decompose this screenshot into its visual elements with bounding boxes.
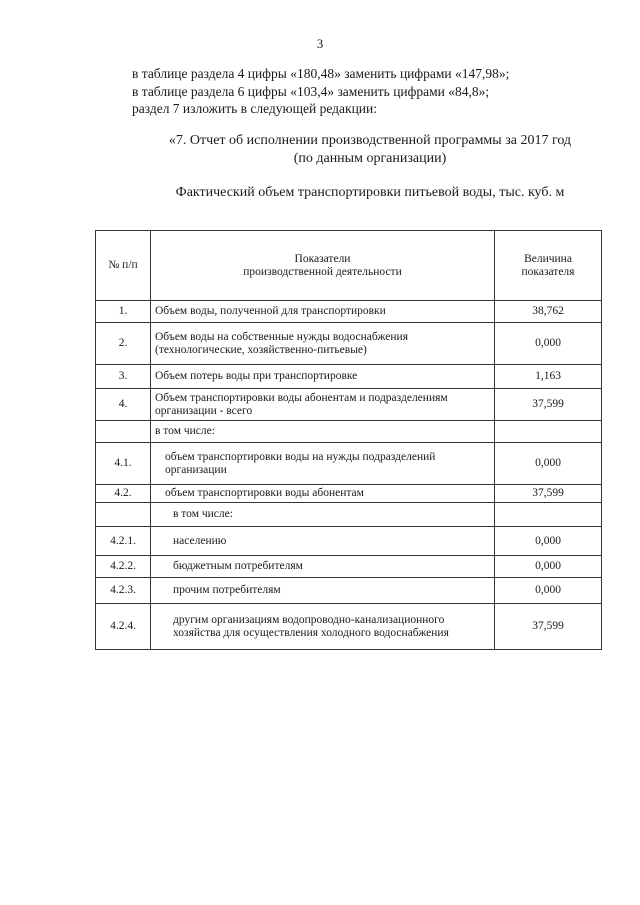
- row-value: [495, 421, 602, 443]
- row-num: [96, 503, 151, 527]
- row-label: населению: [151, 527, 495, 556]
- intro-line: раздел 7 изложить в следующей редакции:: [132, 101, 378, 116]
- row-num: 4.: [96, 389, 151, 421]
- table-row: [96, 527, 602, 556]
- header-indicator: [151, 231, 495, 301]
- row-label: в том числе:: [151, 421, 495, 443]
- table-row: [96, 365, 602, 389]
- table-row: [96, 604, 602, 650]
- table-row: [96, 578, 602, 604]
- header-value-line: Величина: [524, 252, 572, 265]
- section-heading: [140, 132, 600, 168]
- row-label: другим организациям водопроводно-канализационного хозяйства для осуществления холодного водоснабжения: [151, 604, 495, 650]
- header-value: [495, 231, 602, 301]
- table-row: [96, 556, 602, 578]
- row-num: 4.2.4.: [96, 604, 151, 650]
- table-caption: Фактический объем транспортировки питьевой воды, тыс. куб. м: [175, 185, 565, 200]
- report-table: [95, 230, 602, 650]
- row-num: 3.: [96, 365, 151, 389]
- row-value: 0,000: [495, 527, 602, 556]
- row-label: Объем воды, полученной для транспортировки: [151, 301, 495, 323]
- row-num: [96, 421, 151, 443]
- row-label: в том числе:: [151, 503, 495, 527]
- row-value: 37,599: [495, 485, 602, 503]
- row-num: 4.2.: [96, 485, 151, 503]
- row-value: 37,599: [495, 604, 602, 650]
- header-indicator-line: производственной деятельности: [243, 265, 402, 278]
- section-heading-line: «7. Отчет об исполнении производственной программы за 2017 год: [168, 133, 572, 148]
- row-value: 0,000: [495, 556, 602, 578]
- row-label: Объем потерь воды при транспортировке: [151, 365, 495, 389]
- header-value-line: показателя: [521, 265, 575, 278]
- row-num: 1.: [96, 301, 151, 323]
- row-label: объем транспортировки воды абонентам: [151, 485, 495, 503]
- intro-line: в таблице раздела 4 цифры «180,48» заменить цифрами «147,98»;: [132, 66, 510, 81]
- page-number: 3: [316, 36, 324, 51]
- intro-line: в таблице раздела 6 цифры «103,4» заменить цифрами «84,8»;: [132, 83, 490, 99]
- row-num: 4.2.3.: [96, 578, 151, 604]
- row-num: 2.: [96, 323, 151, 365]
- row-value: 0,000: [495, 443, 602, 485]
- row-value: [495, 503, 602, 527]
- intro-text: [132, 65, 509, 118]
- table-row: [96, 421, 602, 443]
- row-label: Объем воды на собственные нужды водоснабжения (технологические, хозяйственно-питьевые): [151, 323, 495, 365]
- row-value: 0,000: [495, 323, 602, 365]
- header-num: № п/п: [96, 231, 151, 301]
- table-row: [96, 485, 602, 503]
- table-row: [96, 503, 602, 527]
- row-label: прочим потребителям: [151, 578, 495, 604]
- row-value: 1,163: [495, 365, 602, 389]
- table-row: [96, 323, 602, 365]
- row-label: Объем транспортировки воды абонентам и подразделениям организации - всего: [151, 389, 495, 421]
- table-header-row: [96, 231, 602, 301]
- table-row: [96, 443, 602, 485]
- row-value: 0,000: [495, 578, 602, 604]
- row-label: объем транспортировки воды на нужды подразделений организации: [151, 443, 495, 485]
- row-num: 4.2.2.: [96, 556, 151, 578]
- row-num: 4.1.: [96, 443, 151, 485]
- row-label: бюджетным потребителям: [151, 556, 495, 578]
- row-value: 38,762: [495, 301, 602, 323]
- table-row: [96, 301, 602, 323]
- table-row: [96, 389, 602, 421]
- row-num: 4.2.1.: [96, 527, 151, 556]
- section-heading-line: (по данным организации): [293, 151, 447, 166]
- row-value: 37,599: [495, 389, 602, 421]
- header-indicator-line: Показатели: [294, 252, 351, 265]
